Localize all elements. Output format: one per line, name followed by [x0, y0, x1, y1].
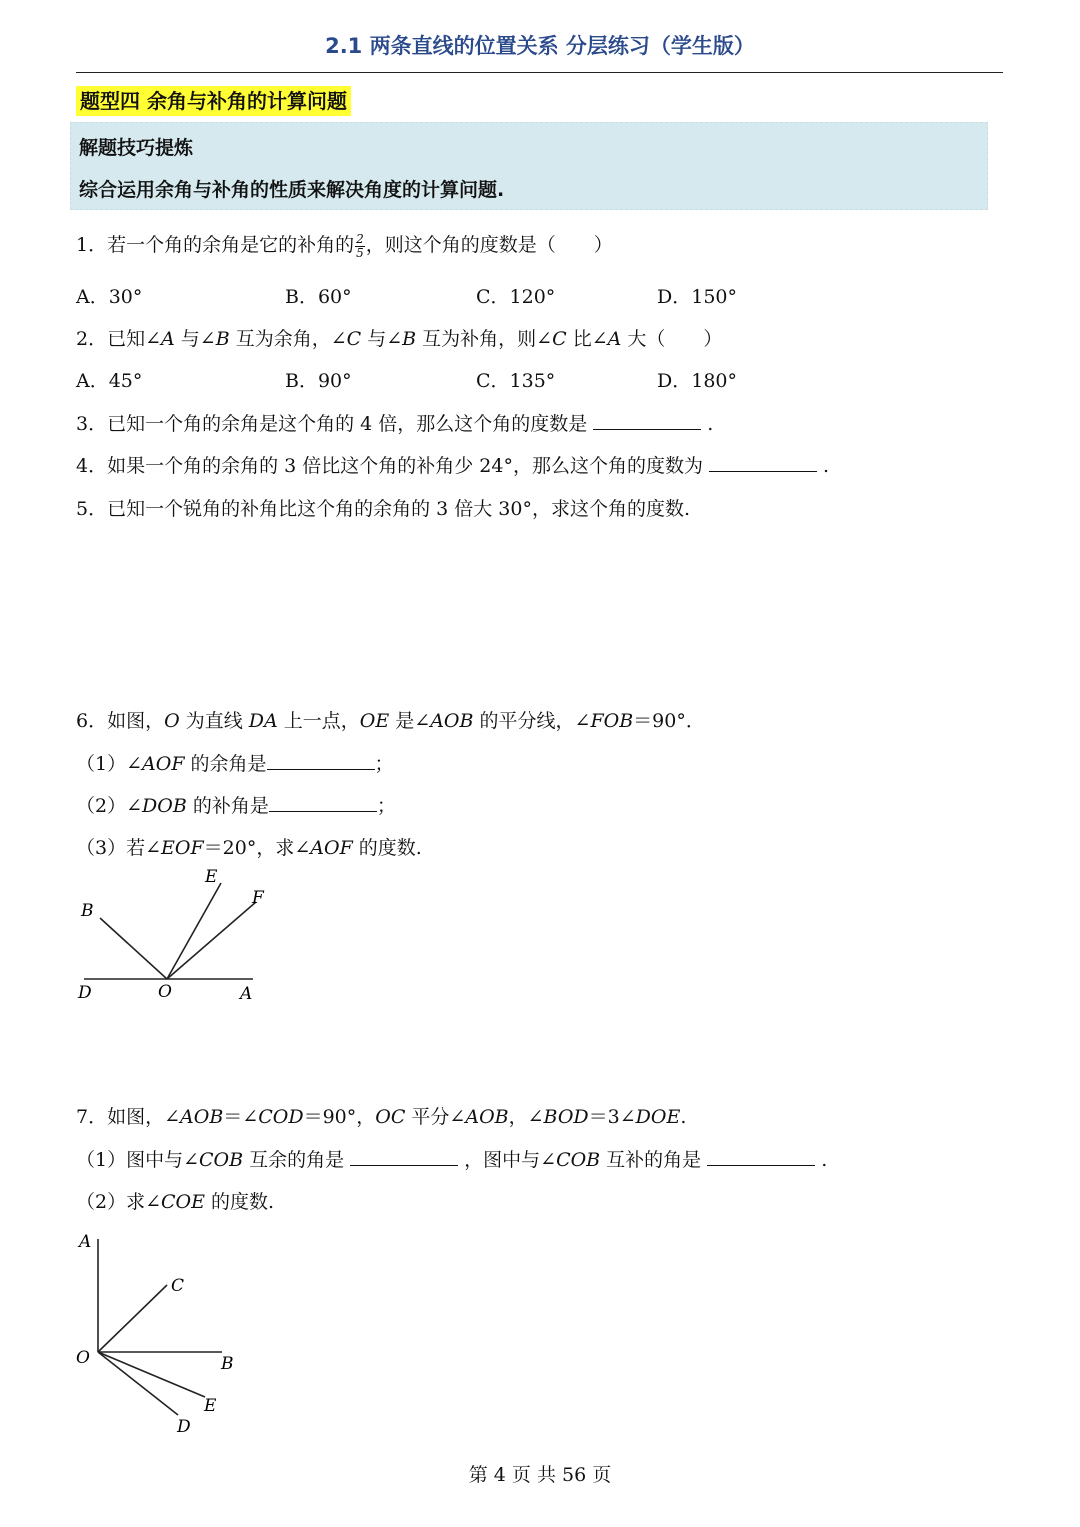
- q2-options: [0, 366, 1080, 392]
- q7-label-a: A: [79, 1232, 92, 1252]
- q2-option-d[interactable]: D．180°: [657, 370, 737, 392]
- q6-label-f: F: [252, 888, 264, 908]
- q7-label-c: C: [171, 1276, 185, 1296]
- question-4: 4．如果一个角的余角的 3 倍比这个角的补角少 24°，那么这个角的度数为 .: [76, 455, 830, 477]
- page-footer: 第 4 页 共 56 页: [468, 1464, 612, 1486]
- q7-ray-oe: [98, 1352, 205, 1397]
- q7-label-d: D: [177, 1417, 191, 1437]
- q1-option-b[interactable]: B．60°: [285, 286, 352, 308]
- q7-figure: [70, 1225, 250, 1440]
- page-header-title: 2.1 两条直线的位置关系 分层练习（学生版）: [325, 34, 755, 58]
- tips-box: [70, 122, 988, 210]
- q7-label-b: B: [221, 1354, 234, 1374]
- q6-part-3: （3）若∠EOF＝20°，求∠AOF 的度数.: [76, 837, 422, 859]
- q1-options: [0, 282, 1080, 308]
- q6-part-2-blank[interactable]: [269, 793, 377, 812]
- header-divider: [76, 72, 1003, 73]
- q6-ray-ob: [100, 918, 167, 979]
- q3-answer-blank[interactable]: [593, 411, 701, 430]
- q1-fraction: [355, 233, 365, 260]
- question-3: 3．已知一个角的余角是这个角的 4 倍，那么这个角的度数是 .: [76, 413, 714, 435]
- q6-part-1-blank[interactable]: [267, 751, 375, 770]
- q7-label-e: E: [204, 1396, 217, 1416]
- q6-part-2: （2）∠DOB 的补角是 ；: [76, 795, 396, 817]
- question-7: 7．如图，∠AOB＝∠COD＝90°，OC 平分∠AOB，∠BOD＝3∠DOE.: [76, 1106, 687, 1128]
- q7-part-2: （2）求∠COE 的度数.: [76, 1191, 275, 1213]
- q6-label-a: A: [240, 984, 253, 1004]
- q2-option-b[interactable]: B．90°: [285, 370, 352, 392]
- q1-fraction-numerator: 2: [356, 231, 364, 246]
- q1-text-pre: 1．若一个角的余角是它的补角的: [76, 234, 355, 256]
- q6-figure: [70, 860, 280, 1010]
- q6-label-e: E: [205, 867, 218, 887]
- tips-body: 综合运用余角与补角的性质来解决角度的计算问题.: [79, 179, 505, 201]
- q6-label-b: B: [81, 901, 94, 921]
- q1-fraction-denominator: 5: [356, 245, 364, 260]
- q6-label-d: D: [78, 983, 92, 1003]
- q2-option-a[interactable]: A．45°: [76, 370, 143, 392]
- q7-label-o: O: [76, 1348, 90, 1368]
- q1-option-a[interactable]: A．30°: [76, 286, 143, 308]
- q6-part-1: （1）∠AOF 的余角是 ；: [76, 753, 394, 775]
- q7-ray-oc: [98, 1285, 167, 1352]
- question-6: 6．如图，O 为直线 DA 上一点，OE 是∠AOB 的平分线，∠FOB＝90°．: [76, 710, 705, 732]
- q6-label-o: O: [158, 982, 172, 1002]
- question-5: 5．已知一个锐角的补角比这个角的余角的 3 倍大 30°，求这个角的度数.: [76, 498, 691, 520]
- q7-part-1-blank-complement[interactable]: [350, 1147, 458, 1166]
- q7-ray-od: [98, 1352, 178, 1415]
- q7-part-1: （1）图中与∠COB 互余的角是 ，图中与∠COB 互补的角是 .: [76, 1149, 828, 1171]
- q7-part-1-blank-supplement[interactable]: [707, 1147, 815, 1166]
- question-2: 2．已知∠A 与∠B 互为余角，∠C 与∠B 互为补角，则∠C 比∠A 大（ ）: [76, 328, 723, 350]
- q2-option-c[interactable]: C．135°: [476, 370, 556, 392]
- q4-text: 4．如果一个角的余角的 3 倍比这个角的补角少 24°，那么这个角的度数为: [76, 455, 703, 477]
- q3-text: 3．已知一个角的余角是这个角的 4 倍，那么这个角的度数是: [76, 413, 588, 435]
- q1-option-d[interactable]: D．150°: [657, 286, 737, 308]
- tips-title: 解题技巧提炼: [79, 137, 194, 159]
- q6-ray-of: [167, 902, 256, 979]
- question-1: [76, 230, 613, 260]
- q4-answer-blank[interactable]: [709, 453, 817, 472]
- q1-text-post: ，则这个角的度数是（ ）: [365, 234, 613, 256]
- section-label: 题型四 余角与补角的计算问题: [76, 86, 351, 116]
- q6-ray-oe: [167, 883, 221, 979]
- q1-option-c[interactable]: C．120°: [476, 286, 556, 308]
